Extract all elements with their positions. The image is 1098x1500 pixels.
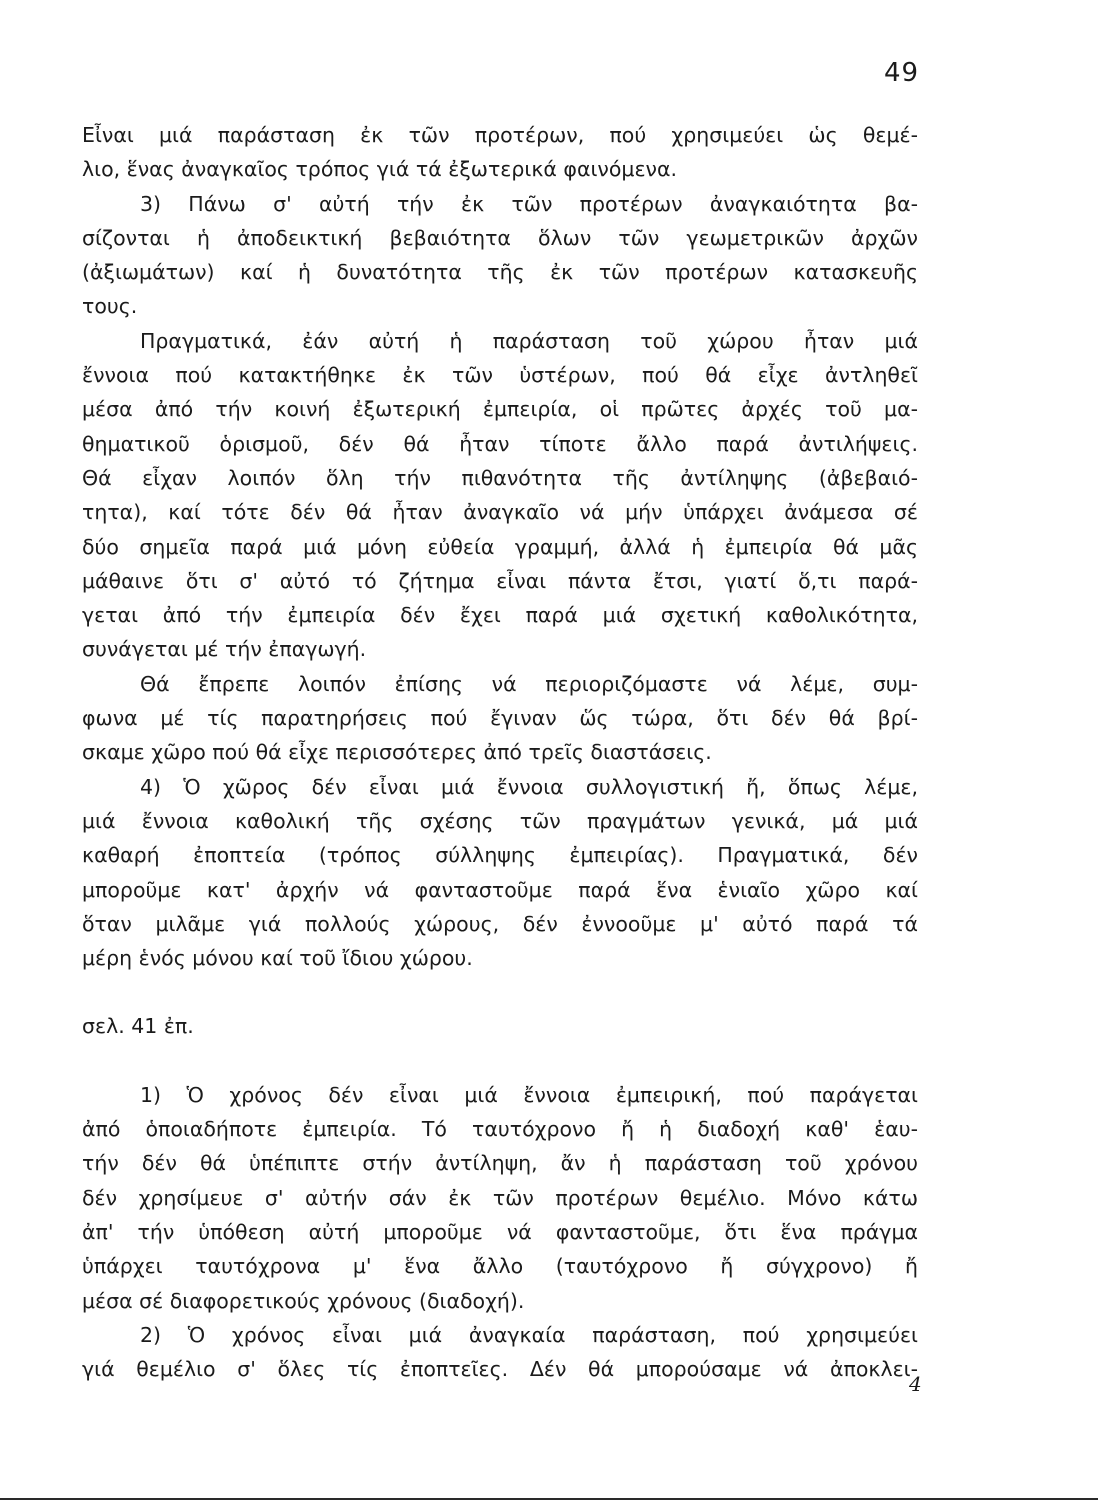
text-line: καθαρή ἐποπτεία (τρόπος σύλληψης ἐμπειρίας). Πραγματικά, δέν: [82, 843, 918, 868]
text-line: ὅταν μιλᾶμε γιά πολλούς χώρους, δέν ἐννοοῦμε μ' αὐτό παρά τά: [82, 911, 918, 936]
text-line: λιο, ἕνας ἀναγκαῖος τρόπος γιά τά ἐξωτερικά φαινόμενα.: [82, 157, 678, 182]
text-line: (ἀξιωμάτων) καί ἡ δυνατότητα τῆς ἐκ τῶν προτέρων κατασκευῆς: [82, 260, 918, 285]
text-line: Πραγματικά, ἐάν αὐτή ἡ παράσταση τοῦ χώρου ἦταν μιά: [140, 328, 918, 353]
text-line: Εἶναι μιά παράσταση ἐκ τῶν προτέρων, πού χρησιμεύει ὡς θεμέ-: [82, 123, 918, 147]
text-line: τους.: [82, 294, 138, 319]
text-line: 3) Πάνω σ' αὐτή τήν ἐκ τῶν προτέρων ἀναγκαιότητα βα-: [140, 191, 918, 216]
text-line: σίζονται ἡ ἀποδεικτική βεβαιότητα ὅλων τῶν γεωμετρικῶν ἀρχῶν: [82, 225, 918, 250]
text-line: ἀπό ὁποιαδήποτε ἐμπειρία. Τό ταυτόχρονο ἤ ἡ διαδοχή καθ' ἑαυ-: [82, 1117, 918, 1142]
text-line: συνάγεται μέ τήν ἐπαγωγή.: [82, 637, 367, 662]
text-line: Θά ἔπρεπε λοιπόν ἐπίσης νά περιοριζόμαστε νά λέμε, συμ-: [140, 671, 918, 696]
text-line: ὑπάρχει ταυτόχρονα μ' ἕνα ἄλλο (ταυτόχρονο ἤ σύγχρονο) ἤ: [82, 1254, 918, 1279]
text-line: Θά εἶχαν λοιπόν ὅλη τήν πιθανότητα τῆς ἀντίληψης (ἀβεβαιό-: [82, 465, 918, 490]
text-line: δέν χρησίμευε σ' αὐτήν σάν ἐκ τῶν προτέρων θεμέλιο. Μόνο κάτω: [82, 1185, 918, 1210]
text-line: 2) Ὁ χρόνος εἶναι μιά ἀναγκαία παράσταση, πού χρησιμεύει: [140, 1322, 918, 1347]
page-number: 49: [884, 58, 920, 88]
text-line: θηματικοῦ ὁρισμοῦ, δέν θά ἦταν τίποτε ἄλλο παρά ἀντιλήψεις.: [82, 431, 918, 456]
text-line: μέσα ἀπό τήν κοινή ἐξωτερική ἐμπειρία, οἱ πρῶτες ἀρχές τοῦ μα-: [82, 397, 918, 422]
text-line: γιά θεμέλιο σ' ὅλες τίς ἐποπτεῖες. Δέν θά μπορούσαμε νά ἀποκλει-: [82, 1357, 918, 1382]
body-text: [82, 118, 918, 1386]
text-line: ἀπ' τήν ὑπόθεση αὐτή μποροῦμε νά φανταστοῦμε, ὅτι ἕνα πράγμα: [82, 1219, 918, 1244]
text-line: μέσα σέ διαφορετικούς χρόνους (διαδοχή).: [82, 1288, 525, 1313]
text-line: γεται ἀπό τήν ἐμπειρία δέν ἔχει παρά μιά σχετική καθολικότητα,: [82, 603, 918, 628]
text-line: 1) Ὁ χρόνος δέν εἶναι μιά ἔννοια ἐμπειρική, πού παράγεται: [140, 1082, 918, 1107]
text-line: μέρη ἑνός μόνου καί τοῦ ἴδιου χώρου.: [82, 946, 473, 971]
text-line: σκαμε χῶρο πού θά εἶχε περισσότερες ἀπό τρεῖς διαστάσεις.: [82, 740, 712, 765]
text-line: σελ. 41 ἐπ.: [82, 1014, 194, 1039]
text-line: τήν δέν θά ὑπέπιπτε στήν ἀντίληψη, ἄν ἡ παράσταση τοῦ χρόνου: [82, 1151, 918, 1176]
text-line: ἔννοια πού κατακτήθηκε ἐκ τῶν ὑστέρων, πού θά εἶχε ἀντληθεῖ: [82, 363, 918, 388]
text-line: μποροῦμε κατ' ἀρχήν νά φανταστοῦμε παρά ἕνα ἑνιαῖο χῶρο καί: [82, 877, 918, 902]
text-line: 4) Ὁ χῶρος δέν εἶναι μιά ἔννοια συλλογιστική ἤ, ὅπως λέμε,: [140, 774, 918, 799]
paragraph-gap: [82, 975, 918, 1009]
text-line: μάθαινε ὅτι σ' αὐτό τό ζήτημα εἶναι πάντα ἔτσι, γιατί ὅ,τι παρά-: [82, 568, 918, 593]
text-line: δύο σημεῖα παρά μιά μόνη εὐθεία γραμμή, ἀλλά ἡ ἐμπειρία θά μᾶς: [82, 534, 918, 559]
signature-mark: 4: [909, 1372, 922, 1396]
text-line: τητα), καί τότε δέν θά ἦταν ἀναγκαῖο νά μήν ὑπάρχει ἀνάμεσα σέ: [82, 500, 918, 525]
text-line: μιά ἔννοια καθολική τῆς σχέσης τῶν πραγμάτων γενικά, μά μιά: [82, 808, 918, 833]
text-line: φωνα μέ τίς παρατηρήσεις πού ἔγιναν ὥς τώρα, ὅτι δέν θά βρί-: [82, 706, 918, 731]
paragraph-gap: [82, 1044, 918, 1078]
